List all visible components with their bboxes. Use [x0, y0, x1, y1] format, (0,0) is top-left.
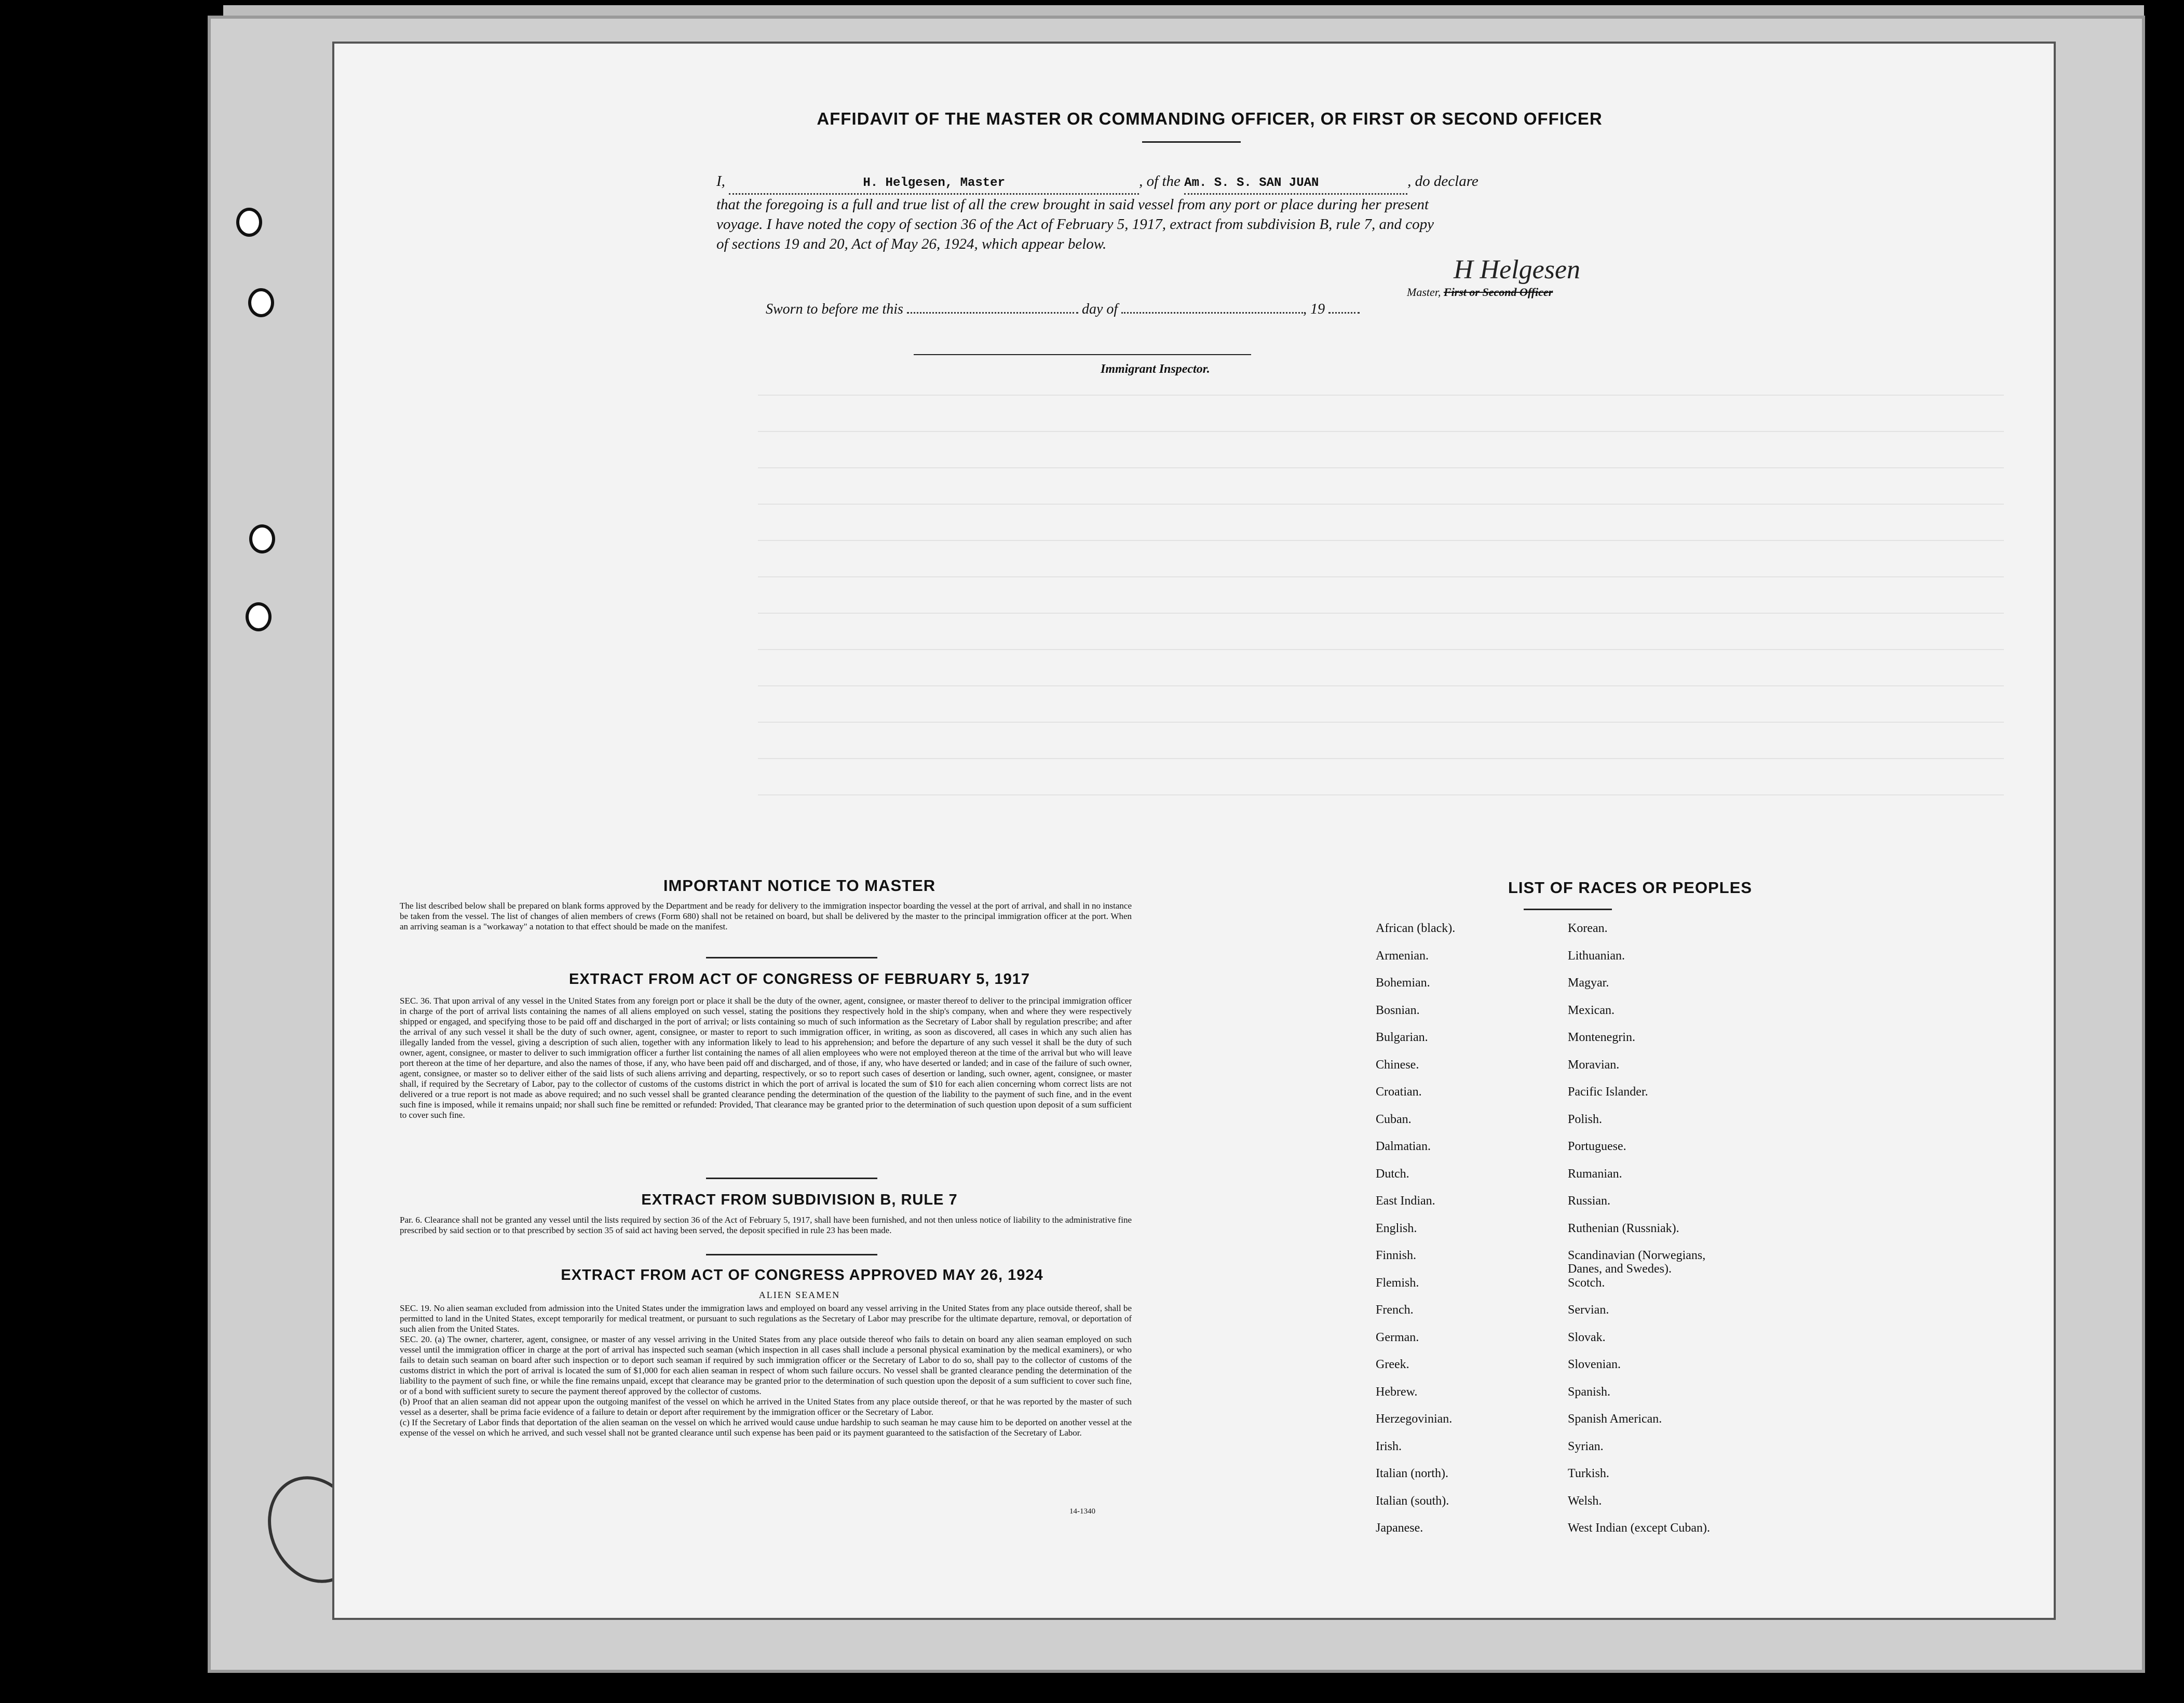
vessel-name: Am. S. S. SAN JUAN: [1184, 176, 1319, 190]
race-item: Dalmatian.: [1376, 1140, 1431, 1153]
section-rule: [706, 957, 877, 958]
race-item: Scandinavian (Norwegians, Danes, and Swedes).: [1568, 1249, 1706, 1276]
race-item: Chinese.: [1376, 1058, 1419, 1072]
race-item: Croatian.: [1376, 1085, 1422, 1099]
race-item: Irish.: [1376, 1439, 1402, 1453]
races-rule: [1524, 909, 1612, 910]
struck-officer-title: First or Second Officer: [1443, 286, 1553, 299]
race-item: Italian (north).: [1376, 1467, 1448, 1480]
extract1-title: EXTRACT FROM ACT OF CONGRESS OF FEBRUARY 5, 1917: [568, 971, 1030, 988]
sec20c-paragraph: (c) If the Secretary of Labor finds that deportation of the alien seaman on the vessel on which he arrived would cause undue hardship to such seaman he may cause him to be deported on another vessel at the expense of the vessel on which he arrived, and such vessel shall not be granted clearance until such expense has been paid or its payment guaranteed to the satisfaction of the Secretary of Labor.: [400, 1417, 1132, 1438]
race-item: Russian.: [1568, 1194, 1611, 1208]
master-title: [1407, 286, 1625, 299]
sworn-year-label: , 19: [1303, 301, 1325, 317]
decl-line3: voyage. I have noted the copy of section 36 of the Act of February 5, 1917, extract from subdivision B, rule 7, and copy: [716, 216, 1434, 233]
binder-hole: [246, 602, 272, 631]
extract2-title: EXTRACT FROM SUBDIVISION B, RULE 7: [641, 1192, 958, 1208]
race-item: Magyar.: [1568, 976, 1609, 990]
extract3-title: EXTRACT FROM ACT OF CONGRESS APPROVED MAY 26, 1924: [561, 1267, 1043, 1283]
race-item: Armenian.: [1376, 949, 1429, 963]
extract1-body: SEC. 36. That upon arrival of any vessel in the United States from any foreign port or place it shall be the duty of the owner, agent, consignee, or master thereof to deliver to the principal immigration officer in charge of the port of arrival lists containing the names of all aliens employed on such vessel, stating the positions they respectively hold in the ship's company, when and where they were respectively shipped or engaged, and specifying those to be paid off and discharged in the port of arrival; or lists containing so much of such information as the Secretary of Labor shall by regulation prescribe; and after the arrival of any such vessel it shall be the duty of such owner, agent, consignee, or master to report to such immigration officer, in writing, as soon as discovered, all cases in which any such alien has illegally landed from the vessel, giving a description of such alien, together with any information likely to lead to his apprehension; and before the departure of any such vessel it shall be the duty of such owner, agent, consignee, or master to deliver to such immigration officer a further list containing the names of all alien employees who were not employed thereon at the time of the arrival but who will leave port thereon at the time of her departure, and also the names of those, if any, who have been paid off and discharged, and of those, if any, who have deserted or landed; and in case of the failure of such owner, agent, consignee, or master so to deliver either of the said lists of such aliens arriving and departing, respectively, or so to report such cases of desertion or landing, such owner, agent, consignee, or master shall, if required by the Secretary of Labor, pay to the collector of customs of the customs district in which the port of arrival is located the sum of $10 for each alien concerning whom correct lists are not delivered or a true report is not made as above required; and no such vessel shall be granted clearance pending the determination of the question of the liability to the payment of such fine, and in the event such fine is imposed, while it remains unpaid; nor shall such fine be remitted or refunded: Provided, That clearance may be granted prior to the determination of such question upon deposit of a sum sufficient to cover such fine.: [400, 996, 1132, 1120]
race-item: Ruthenian (Russniak).: [1568, 1221, 1679, 1235]
race-item: Korean.: [1568, 922, 1608, 935]
race-item: Hebrew.: [1376, 1385, 1418, 1399]
sworn-day-field: [907, 312, 1078, 314]
decl-line4: of sections 19 and 20, Act of May 26, 1924, which appear below.: [716, 236, 1107, 252]
sworn-line: [766, 301, 1493, 318]
notice-title: IMPORTANT NOTICE TO MASTER: [663, 876, 936, 895]
master-label: Master,: [1407, 286, 1441, 299]
notice-body: The list described below shall be prepared on blank forms approved by the Department and be ready for delivery to the immigration inspector boarding the vessel at the port of arrival, and shall in no instance be taken from the vessel. The list of changes of alien members of crews (Form 680) shall not be retained on board, but shall be delivered by the master to the principal immigration officer at the port. When an arriving seaman is a "workaway" a notation to that effect should be made on the manifest.: [400, 901, 1132, 931]
section-rule: [706, 1178, 877, 1179]
decl-line2: that the foregoing is a full and true list of all the crew brought in said vessel from any port or place during her present: [716, 196, 1429, 213]
form-number: 14-1340: [1069, 1507, 1095, 1516]
affidavit-declaration: [716, 171, 1640, 254]
race-item: Dutch.: [1376, 1167, 1409, 1181]
section-rule: [706, 1254, 877, 1255]
sworn-prefix: Sworn to before me this: [766, 301, 903, 317]
decl-prefix: I,: [716, 173, 725, 190]
race-item: Finnish.: [1376, 1249, 1417, 1262]
race-item: Flemish.: [1376, 1276, 1419, 1290]
race-item: English.: [1376, 1221, 1417, 1235]
extract3-body: [400, 1303, 1132, 1438]
sec19-paragraph: SEC. 19. No alien seaman excluded from admission into the United States under the immigration laws and employed on board any vessel arriving in the United States from any place outside thereof, shall be permitted to land in the United States, except temporarily for medical treatment, or pursuant to such regulations as the Secretary of Labor may prescribe for the ultimate departure, removal, or deportation of such alien from the United States.: [400, 1303, 1132, 1334]
race-item: Rumanian.: [1568, 1167, 1622, 1181]
alien-seamen-subtitle: ALIEN SEAMEN: [758, 1290, 840, 1300]
race-item: Cuban.: [1376, 1112, 1412, 1126]
race-item: Bohemian.: [1376, 976, 1430, 990]
race-item: French.: [1376, 1303, 1414, 1317]
race-item: Greek.: [1376, 1358, 1409, 1371]
race-item: Slovak.: [1568, 1330, 1606, 1344]
inspector-label: Immigrant Inspector.: [1101, 362, 1210, 376]
race-item: African (black).: [1376, 922, 1456, 935]
race-item: Herzegovinian.: [1376, 1412, 1453, 1426]
sworn-month-field: [1121, 312, 1303, 314]
races-left-column: [1376, 922, 1594, 1549]
sworn-year-field: [1328, 312, 1360, 314]
binder-hole: [236, 208, 262, 237]
declarant-field: [729, 171, 1139, 195]
master-signature: H Helgesen: [1454, 255, 1581, 285]
race-item: Bulgarian.: [1376, 1031, 1428, 1044]
extract2-body: Par. 6. Clearance shall not be granted any vessel until the lists required by section 36 of the Act of February 5, 1917, shall have been furnished, and not then unless notice of liability to the administrative fine prescribed by said section or to that prescribed by section 35 of said act having been served, the deposit specified in rule 23 has been made.: [400, 1215, 1132, 1235]
race-item: Spanish.: [1568, 1385, 1611, 1399]
title-rule: [1142, 141, 1241, 143]
vessel-field: [1184, 171, 1407, 195]
race-item: Spanish American.: [1568, 1412, 1662, 1426]
race-item: Welsh.: [1568, 1494, 1602, 1508]
race-item: German.: [1376, 1330, 1419, 1344]
race-item: Bosnian.: [1376, 1003, 1420, 1017]
affidavit-title: AFFIDAVIT OF THE MASTER OR COMMANDING OFFICER, OR FIRST OR SECOND OFFICER: [817, 109, 1603, 128]
race-item: East Indian.: [1376, 1194, 1435, 1208]
race-item: Japanese.: [1376, 1521, 1423, 1535]
decl-of: , of the: [1139, 173, 1181, 190]
binder-hole: [249, 524, 275, 553]
race-item: Servian.: [1568, 1303, 1609, 1317]
races-title: LIST OF RACES OR PEOPLES: [1508, 878, 1753, 897]
race-item: Syrian.: [1568, 1439, 1604, 1453]
race-item: Moravian.: [1568, 1058, 1620, 1072]
races-right-column: [1568, 922, 1786, 1549]
race-item: Scotch.: [1568, 1276, 1605, 1290]
race-item: West Indian (except Cuban).: [1568, 1521, 1710, 1535]
decl-suffix: , do declare: [1407, 173, 1478, 190]
binder-hole: [248, 288, 274, 317]
race-item: Slovenian.: [1568, 1358, 1621, 1371]
race-item: Turkish.: [1568, 1467, 1609, 1480]
sec20b-paragraph: (b) Proof that an alien seaman did not appear upon the outgoing manifest of the vessel on which he arrived in the United States from any place outside thereof, or that he was reported by the master of such vessel as a deserter, shall be prima facie evidence of a failure to detain or deport after requirement by the immigration officer or the Secretary of Labor.: [400, 1397, 1132, 1417]
sworn-day-label: day of: [1081, 301, 1118, 317]
sec20a-paragraph: SEC. 20. (a) The owner, charterer, agent, consignee, or master of any vessel arriving in the United States from any place outside thereof who fails to detain on board any alien seaman employed on such vessel until the immigration officer in charge at the port of arrival has inspected such seaman (which inspection in all cases shall include a personal physical examination by the medical examiners), or who fails to detain such seaman on board after such inspection or to deport such seaman if required by such immigration officer or the Secretary of Labor to do so, shall pay to the collector of customs of the customs district in which the port of arrival is located the sum of $1,000 for each alien seaman in respect of whom such failure occurs. No vessel shall be granted clearance pending the determination of the liability to the payment of such fine, or while the fine remains unpaid, except that clearance may be granted prior to the determination of such question upon the deposit of a sum sufficient to cover such fine, or of a bond with sufficient surety to secure the payment thereof approved by the collector of customs.: [400, 1334, 1132, 1396]
race-item: Lithuanian.: [1568, 949, 1625, 963]
race-item: Montenegrin.: [1568, 1031, 1635, 1044]
race-item: Polish.: [1568, 1112, 1603, 1126]
race-item: Pacific Islander.: [1568, 1085, 1648, 1099]
declarant-name: H. Helgesen, Master: [863, 176, 1005, 190]
inspector-signature-line: [914, 354, 1251, 355]
race-item: Italian (south).: [1376, 1494, 1449, 1508]
race-item: Portuguese.: [1568, 1140, 1626, 1153]
race-item: Mexican.: [1568, 1003, 1615, 1017]
